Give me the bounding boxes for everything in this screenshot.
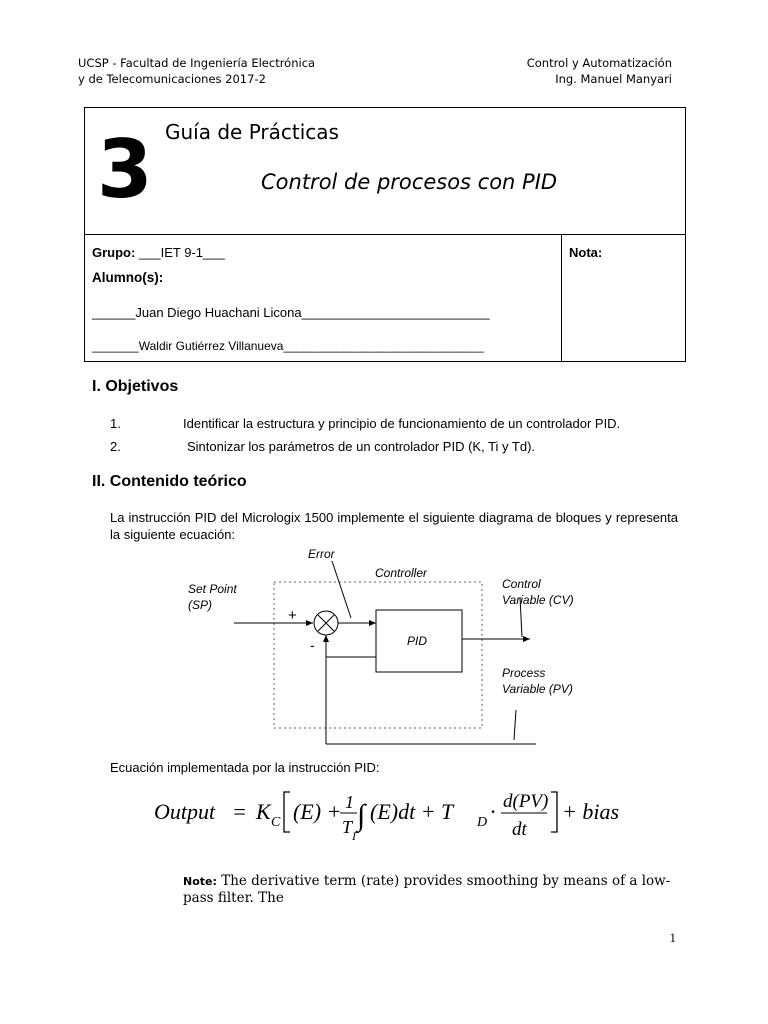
- eq-kc: K: [256, 799, 271, 824]
- eq-dpv: d(PV): [503, 791, 549, 812]
- theory-intro: La instrucción PID del Micrologix 1500 implemente el siguiente diagrama de bloques y representa la siguiente ecuación:: [110, 510, 678, 542]
- controller-label: Controller: [375, 566, 428, 580]
- faculty-line: UCSP - Facultad de Ingeniería Electrónica: [78, 56, 316, 70]
- group-label: Grupo:: [92, 245, 136, 260]
- guide-title: Guía de Prácticas: [165, 120, 339, 144]
- eq-td-sub: D: [477, 815, 488, 830]
- students-label: Alumno(s):: [92, 270, 164, 285]
- pid-block-diagram: [180, 542, 600, 752]
- error-pointer: [332, 561, 351, 618]
- page-number: 1: [669, 930, 676, 945]
- eq-output: Output: [154, 799, 216, 824]
- eq-e2: (E)dt + T: [370, 799, 454, 824]
- theory-heading: II. Contenido teórico: [92, 473, 247, 490]
- eq-e1: (E) +: [293, 799, 342, 824]
- practice-number: 3: [97, 123, 153, 216]
- plus-sign: +: [288, 607, 297, 624]
- pv-pointer: [514, 710, 516, 740]
- eq-one: 1: [345, 792, 354, 812]
- pv-label-2: Variable (PV): [502, 682, 573, 696]
- setpoint-arrowhead: [306, 620, 313, 626]
- eq-dt: dt: [512, 819, 527, 840]
- eq-ti: T: [342, 817, 353, 837]
- info-divider: [561, 235, 562, 361]
- setpoint-label-1: Set Point: [188, 582, 237, 596]
- group-value: ___IET 9-1___: [138, 245, 225, 260]
- minus-sign: -: [310, 637, 315, 653]
- error-arrowhead: [369, 620, 376, 626]
- eq-kc-sub: C: [271, 815, 281, 830]
- setpoint-label-2: (SP): [188, 598, 212, 612]
- pv-label-1: Process: [502, 666, 546, 680]
- eq-right-bracket: [551, 792, 557, 832]
- eq-dot: ·: [490, 799, 496, 824]
- output-arrowhead: [523, 636, 530, 642]
- student-2: _______Waldir Gutiérrez Villanueva______________________________: [92, 339, 484, 353]
- eq-left-bracket: [284, 792, 290, 832]
- objective-2-text: Sintonizar los parámetros de un controlador PID (K, Ti y Td).: [187, 439, 536, 454]
- student-info-box: [84, 234, 686, 362]
- practice-subtitle: Control de procesos con PID: [261, 170, 558, 194]
- header-left: [78, 55, 315, 87]
- feedback-arrowhead: [323, 635, 329, 642]
- header-right: [527, 55, 672, 87]
- eq-equals: =: [232, 799, 247, 824]
- objective-1-number: 1.: [110, 416, 121, 431]
- cv-label-1: Control: [502, 577, 541, 591]
- title-box: [84, 107, 686, 235]
- note-paragraph: [183, 873, 683, 906]
- student-1: ______Juan Diego Huachani Licona__________________________: [92, 305, 490, 320]
- eq-bias: + bias: [562, 799, 620, 824]
- semester-line: y de Telecomunicaciones 2017-2: [78, 72, 266, 86]
- course-line: Control y Automatización: [526, 56, 672, 70]
- pid-equation: [150, 780, 630, 850]
- objectives-heading: I. Objetivos: [92, 378, 179, 395]
- group-row: [92, 245, 225, 260]
- objective-1-text: Identificar la estructura y principio de funcionamiento de un controlador PID.: [183, 416, 621, 431]
- note-label: Note:: [183, 875, 217, 888]
- eq-integral: ∫: [357, 799, 366, 832]
- note-text: The derivative term (rate) provides smoothing by means of a low-pass filter. The: [183, 873, 671, 906]
- eq-ti-sub: I: [352, 829, 356, 843]
- objective-2-number: 2.: [110, 439, 121, 454]
- grade-label: Nota:: [569, 245, 603, 260]
- error-label: Error: [308, 547, 335, 561]
- equation-label: Ecuación implementada por la instrucción PID:: [110, 760, 380, 775]
- cv-label-2: Variable (CV): [502, 593, 574, 607]
- pid-label: PID: [407, 634, 428, 648]
- instructor-line: Ing. Manuel Manyari: [555, 72, 672, 86]
